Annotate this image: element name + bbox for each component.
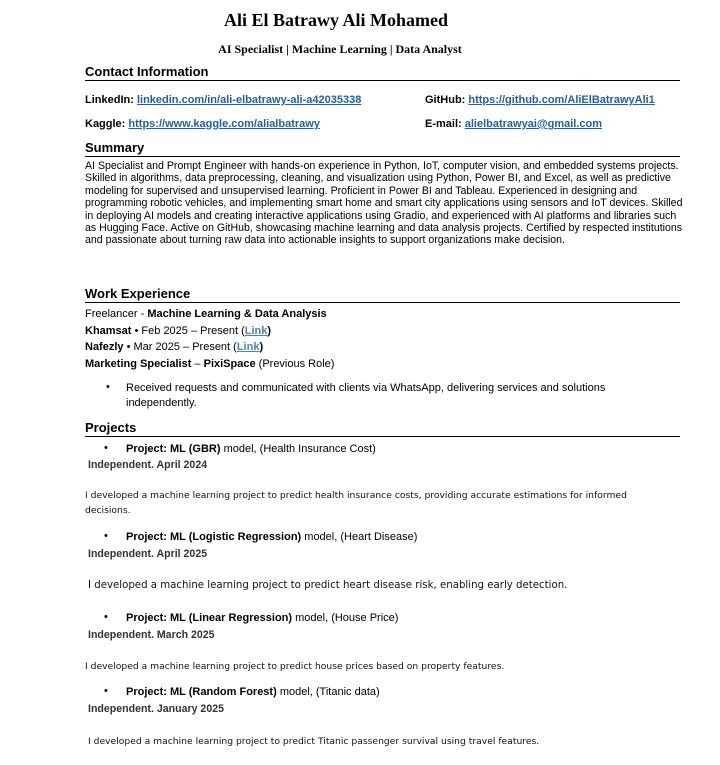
project-rest: model, (Health Insurance Cost) — [220, 443, 376, 455]
freelancer-prefix: Freelancer - — [85, 308, 148, 320]
project-desc: I developed a machine learning project to predict house prices based on property features. — [85, 661, 505, 672]
project-rest: model, (Titanic data) — [276, 686, 380, 698]
nafezly-close: ) — [259, 341, 264, 353]
freelancer-line — [85, 308, 327, 321]
project-rest: model, (House Price) — [292, 612, 399, 624]
project-meta: Independent. March 2025 — [88, 629, 215, 641]
github-row — [425, 94, 655, 107]
resume-tagline: AI Specialist | Machine Learning | Data Analyst — [218, 42, 462, 56]
project-bullet: • — [104, 530, 108, 542]
resume-name: Ali El Batrawy Ali Mohamed — [224, 10, 448, 30]
project-bullet: • — [104, 611, 108, 623]
linkedin-label: LinkedIn: — [85, 94, 134, 106]
projects-heading: Projects — [85, 420, 680, 437]
nafezly-line — [85, 341, 263, 354]
marketing-sep: – — [191, 358, 204, 370]
kaggle-link[interactable]: https://www.kaggle.com/alialbatrawy — [128, 118, 320, 130]
nafezly-name: Nafezly — [85, 341, 124, 353]
marketing-role: Marketing Specialist — [85, 358, 192, 370]
project-desc: I developed a machine learning project to predict heart disease risk, enabling early detection. — [88, 580, 568, 591]
khamsat-dates: • Feb 2025 – Present ( — [131, 325, 245, 337]
nafezly-dates: • Mar 2025 – Present ( — [123, 341, 237, 353]
work-heading: Work Experience — [85, 286, 680, 303]
khamsat-link[interactable]: Link — [244, 325, 268, 337]
project-bullet: • — [104, 685, 108, 697]
project-label: Project: ML (Logistic Regression) — [126, 531, 302, 543]
project-label: Project: ML (GBR) — [126, 443, 221, 455]
project-label: Project: ML (Random Forest) — [126, 686, 277, 698]
work-bullet-text: Received requests and communicated with clients via WhatsApp, delivering services and solutions independently. — [126, 382, 606, 409]
marketing-company: PixiSpace — [203, 358, 256, 370]
linkedin-row — [85, 94, 361, 107]
project-meta: Independent. April 2024 — [88, 459, 208, 471]
marketing-note: (Previous Role) — [255, 358, 335, 370]
email-row — [425, 118, 602, 131]
kaggle-label: Kaggle: — [85, 118, 126, 130]
khamsat-name: Khamsat — [85, 325, 132, 337]
project-desc: I developed a machine learning project to predict Titanic passenger survival using travel features. — [88, 736, 540, 747]
project-bullet: • — [104, 442, 108, 454]
email-link[interactable]: alielbatrawyai@gmail.com — [464, 118, 603, 130]
project-title — [126, 443, 376, 456]
github-label: GitHub: — [425, 94, 466, 106]
project-meta: Independent. April 2025 — [88, 548, 208, 560]
contact-heading: Contact Information — [85, 64, 680, 81]
project-title — [126, 612, 398, 625]
email-label: E-mail: — [425, 118, 462, 130]
khamsat-line — [85, 325, 271, 338]
khamsat-close: ) — [267, 325, 272, 337]
project-desc: I developed a machine learning project to predict health insurance costs, providing accurate estimations for informed decisions. — [85, 490, 627, 516]
project-meta: Independent. January 2025 — [88, 703, 225, 715]
project-title — [126, 686, 380, 699]
bullet-dot: • — [106, 381, 110, 393]
project-rest: model, (Heart Disease) — [301, 531, 418, 543]
kaggle-row — [85, 118, 320, 131]
freelancer-role: Machine Learning & Data Analysis — [147, 308, 327, 320]
project-title — [126, 531, 417, 544]
github-link[interactable]: https://github.com/AliElBatrawyAli1 — [468, 94, 655, 106]
summary-heading: Summary — [85, 140, 680, 157]
linkedin-link[interactable]: linkedin.com/in/ali-elbatrawy-ali-a42035338 — [136, 94, 362, 106]
marketing-line — [85, 358, 334, 371]
nafezly-link[interactable]: Link — [236, 341, 260, 353]
summary-text: AI Specialist and Prompt Engineer with hands-on experience in Python, IoT, computer vision, and embedded systems projects. Skilled in algorithms, data preprocessing, cleaning, and visualization using Python, Power BI, and Excel, as well as predictive modeling for supervised and unsupervised learning. Proficient in Power BI and Tableau. Experienced in designing and programming robotic vehicles, and implementing smart home and smart city applications using sensors and IoT devices. Skilled in deploying AI models and creating interactive applications using Gradio, and experienced with AI platforms and libraries such as Hugging Face. Active on GitHub, showcasing machine learning and data analysis projects. Certified by respected institutions and passionate about turning raw data into actionable insights to support organizations make decision. — [85, 160, 683, 247]
project-label: Project: ML (Linear Regression) — [126, 612, 293, 624]
